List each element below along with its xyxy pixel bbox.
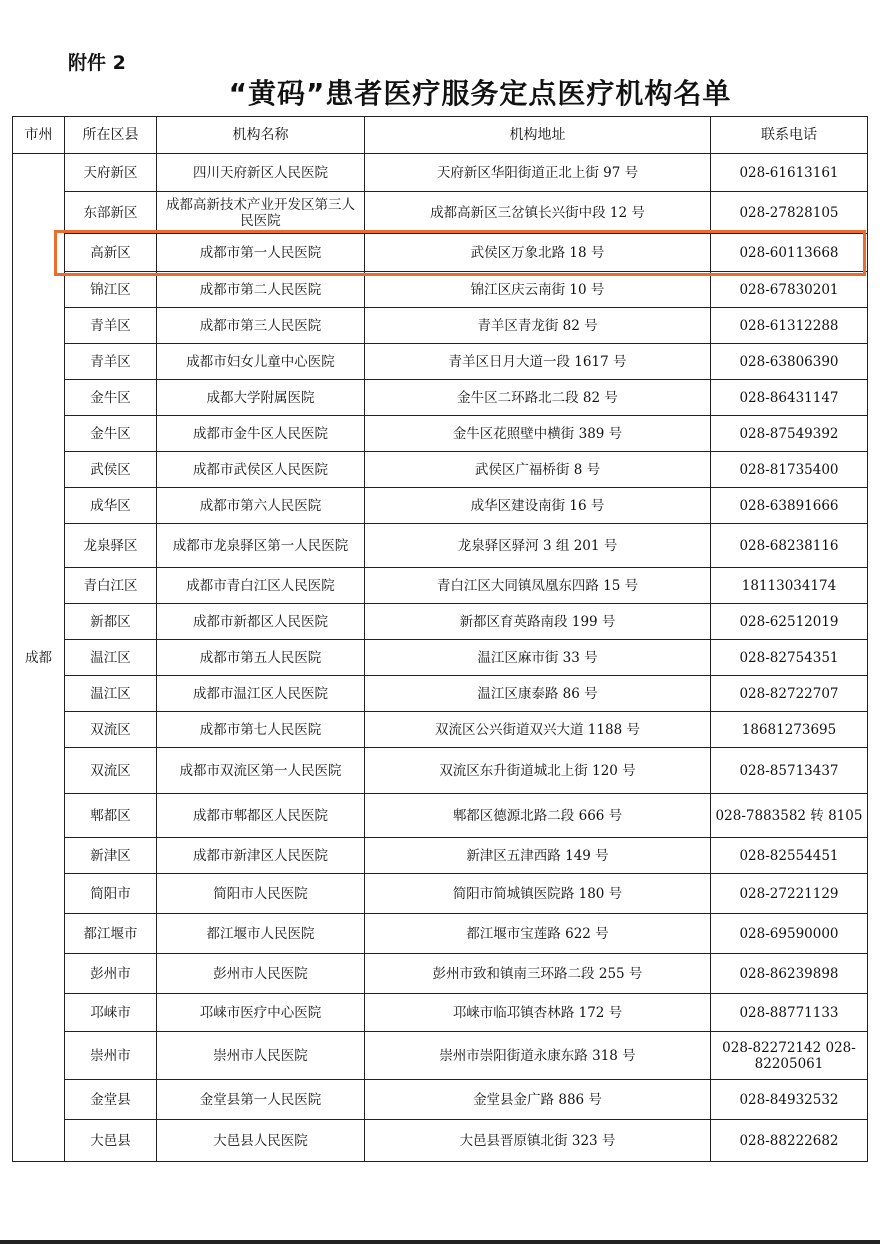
city-cell: 成都: [13, 154, 65, 1162]
address-cell: 成华区建设南街 16 号: [365, 488, 711, 524]
table-row: [13, 488, 868, 524]
name-cell: 成都市郫都区人民医院: [157, 794, 365, 838]
address-cell: 龙泉驿区驿河 3 组 201 号: [365, 524, 711, 568]
district-cell: 双流区: [65, 712, 157, 748]
table-row: [13, 604, 868, 640]
address-cell: 双流区公兴街道双兴大道 1188 号: [365, 712, 711, 748]
phone-cell: 028-87549392: [711, 416, 868, 452]
name-cell: 成都市金牛区人民医院: [157, 416, 365, 452]
name-cell: 彭州市人民医院: [157, 954, 365, 994]
name-cell: 成都市第六人民医院: [157, 488, 365, 524]
district-cell: 锦江区: [65, 272, 157, 308]
name-cell: 成都市第三人民医院: [157, 308, 365, 344]
phone-cell: 028-27828105: [711, 192, 868, 234]
table-row: [13, 568, 868, 604]
header-city: 市州: [13, 117, 65, 154]
address-cell: 金堂县金广路 886 号: [365, 1080, 711, 1120]
phone-cell: 028-86239898: [711, 954, 868, 994]
phone-cell: 028-60113668: [711, 234, 868, 272]
phone-cell: 028-27221129: [711, 874, 868, 914]
phone-cell: 028-82554451: [711, 838, 868, 874]
address-cell: 温江区康泰路 86 号: [365, 676, 711, 712]
address-cell: 邛崃市临邛镇杏林路 172 号: [365, 994, 711, 1032]
address-cell: 崇州市崇阳街道永康东路 318 号: [365, 1032, 711, 1080]
phone-cell: 18681273695: [711, 712, 868, 748]
table-row: [13, 676, 868, 712]
phone-cell: 18113034174: [711, 568, 868, 604]
name-cell: 大邑县人民医院: [157, 1120, 365, 1162]
district-cell: 都江堰市: [65, 914, 157, 954]
table-row: [13, 272, 868, 308]
address-cell: 新津区五津西路 149 号: [365, 838, 711, 874]
district-cell: 高新区: [65, 234, 157, 272]
address-cell: 武侯区万象北路 18 号: [365, 234, 711, 272]
district-cell: 新津区: [65, 838, 157, 874]
name-cell: 成都市新都区人民医院: [157, 604, 365, 640]
address-cell: 青白江区大同镇凤凰东四路 15 号: [365, 568, 711, 604]
phone-cell: 028-61613161: [711, 154, 868, 192]
table-row: [13, 994, 868, 1032]
district-cell: 邛崃市: [65, 994, 157, 1032]
district-cell: 温江区: [65, 640, 157, 676]
address-cell: 成都高新区三岔镇长兴街中段 12 号: [365, 192, 711, 234]
address-cell: 新都区育英路南段 199 号: [365, 604, 711, 640]
table-row: [13, 308, 868, 344]
district-cell: 成华区: [65, 488, 157, 524]
table-row: [13, 874, 868, 914]
table-row: [13, 524, 868, 568]
district-cell: 金牛区: [65, 380, 157, 416]
phone-cell: 028-62512019: [711, 604, 868, 640]
table-row: [13, 914, 868, 954]
header-name: 机构名称: [157, 117, 365, 154]
address-cell: 青羊区青龙街 82 号: [365, 308, 711, 344]
phone-cell: 028-82754351: [711, 640, 868, 676]
district-cell: 武侯区: [65, 452, 157, 488]
table-row: [13, 1120, 868, 1162]
district-cell: 东部新区: [65, 192, 157, 234]
address-cell: 郫都区德源北路二段 666 号: [365, 794, 711, 838]
address-cell: 简阳市简城镇医院路 180 号: [365, 874, 711, 914]
name-cell: 成都市第七人民医院: [157, 712, 365, 748]
hospital-table: [12, 116, 868, 1162]
table-row: [13, 640, 868, 676]
address-cell: 都江堰市宝莲路 622 号: [365, 914, 711, 954]
district-cell: 双流区: [65, 748, 157, 794]
name-cell: 都江堰市人民医院: [157, 914, 365, 954]
phone-cell: 028-7883582 转 8105: [711, 794, 868, 838]
phone-cell: 028-82722707: [711, 676, 868, 712]
district-cell: 金堂县: [65, 1080, 157, 1120]
phone-cell: 028-69590000: [711, 914, 868, 954]
table-row: [13, 1080, 868, 1120]
name-cell: 成都市新津区人民医院: [157, 838, 365, 874]
phone-cell: 028-85713437: [711, 748, 868, 794]
district-cell: 大邑县: [65, 1120, 157, 1162]
address-cell: 温江区麻市街 33 号: [365, 640, 711, 676]
name-cell: 成都市龙泉驿区第一人民医院: [157, 524, 365, 568]
phone-cell: 028-88771133: [711, 994, 868, 1032]
table-row: [13, 452, 868, 488]
address-cell: 彭州市致和镇南三环路二段 255 号: [365, 954, 711, 994]
address-cell: 武侯区广福桥街 8 号: [365, 452, 711, 488]
phone-cell: 028-86431147: [711, 380, 868, 416]
table-row: [13, 712, 868, 748]
table-row: [13, 794, 868, 838]
name-cell: 金堂县第一人民医院: [157, 1080, 365, 1120]
phone-cell: 028-84932532: [711, 1080, 868, 1120]
table-row: [13, 380, 868, 416]
name-cell: 四川天府新区人民医院: [157, 154, 365, 192]
district-cell: 简阳市: [65, 874, 157, 914]
district-cell: 温江区: [65, 676, 157, 712]
address-cell: 锦江区庆云南街 10 号: [365, 272, 711, 308]
name-cell: 崇州市人民医院: [157, 1032, 365, 1080]
name-cell: 成都高新技术产业开发区第三人民医院: [157, 192, 365, 234]
name-cell: 成都市第一人民医院: [157, 234, 365, 272]
district-cell: 青羊区: [65, 344, 157, 380]
name-cell: 成都市青白江区人民医院: [157, 568, 365, 604]
phone-cell: 028-68238116: [711, 524, 868, 568]
name-cell: 成都大学附属医院: [157, 380, 365, 416]
table-row: [13, 192, 868, 234]
table-row: [13, 748, 868, 794]
phone-cell: 028-81735400: [711, 452, 868, 488]
table-row: [13, 234, 868, 272]
address-cell: 青羊区日月大道一段 1617 号: [365, 344, 711, 380]
district-cell: 金牛区: [65, 416, 157, 452]
header-phone: 联系电话: [711, 117, 868, 154]
district-cell: 彭州市: [65, 954, 157, 994]
phone-cell: 028-82272142 028-82205061: [711, 1032, 868, 1080]
district-cell: 青白江区: [65, 568, 157, 604]
header-address: 机构地址: [365, 117, 711, 154]
bottom-rule: [0, 1240, 880, 1244]
table-row: [13, 344, 868, 380]
address-cell: 天府新区华阳街道正北上街 97 号: [365, 154, 711, 192]
name-cell: 成都市温江区人民医院: [157, 676, 365, 712]
address-cell: 金牛区花照壁中横街 389 号: [365, 416, 711, 452]
name-cell: 成都市第二人民医院: [157, 272, 365, 308]
name-cell: 邛崃市医疗中心医院: [157, 994, 365, 1032]
district-cell: 新都区: [65, 604, 157, 640]
address-cell: 大邑县晋原镇北街 323 号: [365, 1120, 711, 1162]
district-cell: 龙泉驿区: [65, 524, 157, 568]
table-header-row: [13, 117, 868, 154]
name-cell: 成都市双流区第一人民医院: [157, 748, 365, 794]
table-row: [13, 838, 868, 874]
address-cell: 金牛区二环路北二段 82 号: [365, 380, 711, 416]
phone-cell: 028-63891666: [711, 488, 868, 524]
phone-cell: 028-88222682: [711, 1120, 868, 1162]
district-cell: 郫都区: [65, 794, 157, 838]
table-row: [13, 954, 868, 994]
table-row: [13, 1032, 868, 1080]
name-cell: 简阳市人民医院: [157, 874, 365, 914]
table-row: [13, 416, 868, 452]
district-cell: 崇州市: [65, 1032, 157, 1080]
phone-cell: 028-67830201: [711, 272, 868, 308]
header-district: 所在区县: [65, 117, 157, 154]
name-cell: 成都市武侯区人民医院: [157, 452, 365, 488]
table-row: [13, 154, 868, 192]
address-cell: 双流区东升街道城北上街 120 号: [365, 748, 711, 794]
table-body: [13, 154, 868, 1162]
phone-cell: 028-61312288: [711, 308, 868, 344]
attachment-label: 附件 2: [68, 52, 126, 74]
district-cell: 天府新区: [65, 154, 157, 192]
phone-cell: 028-63806390: [711, 344, 868, 380]
name-cell: 成都市第五人民医院: [157, 640, 365, 676]
document-title: “黄码”患者医疗服务定点医疗机构名单: [228, 77, 732, 110]
name-cell: 成都市妇女儿童中心医院: [157, 344, 365, 380]
district-cell: 青羊区: [65, 308, 157, 344]
